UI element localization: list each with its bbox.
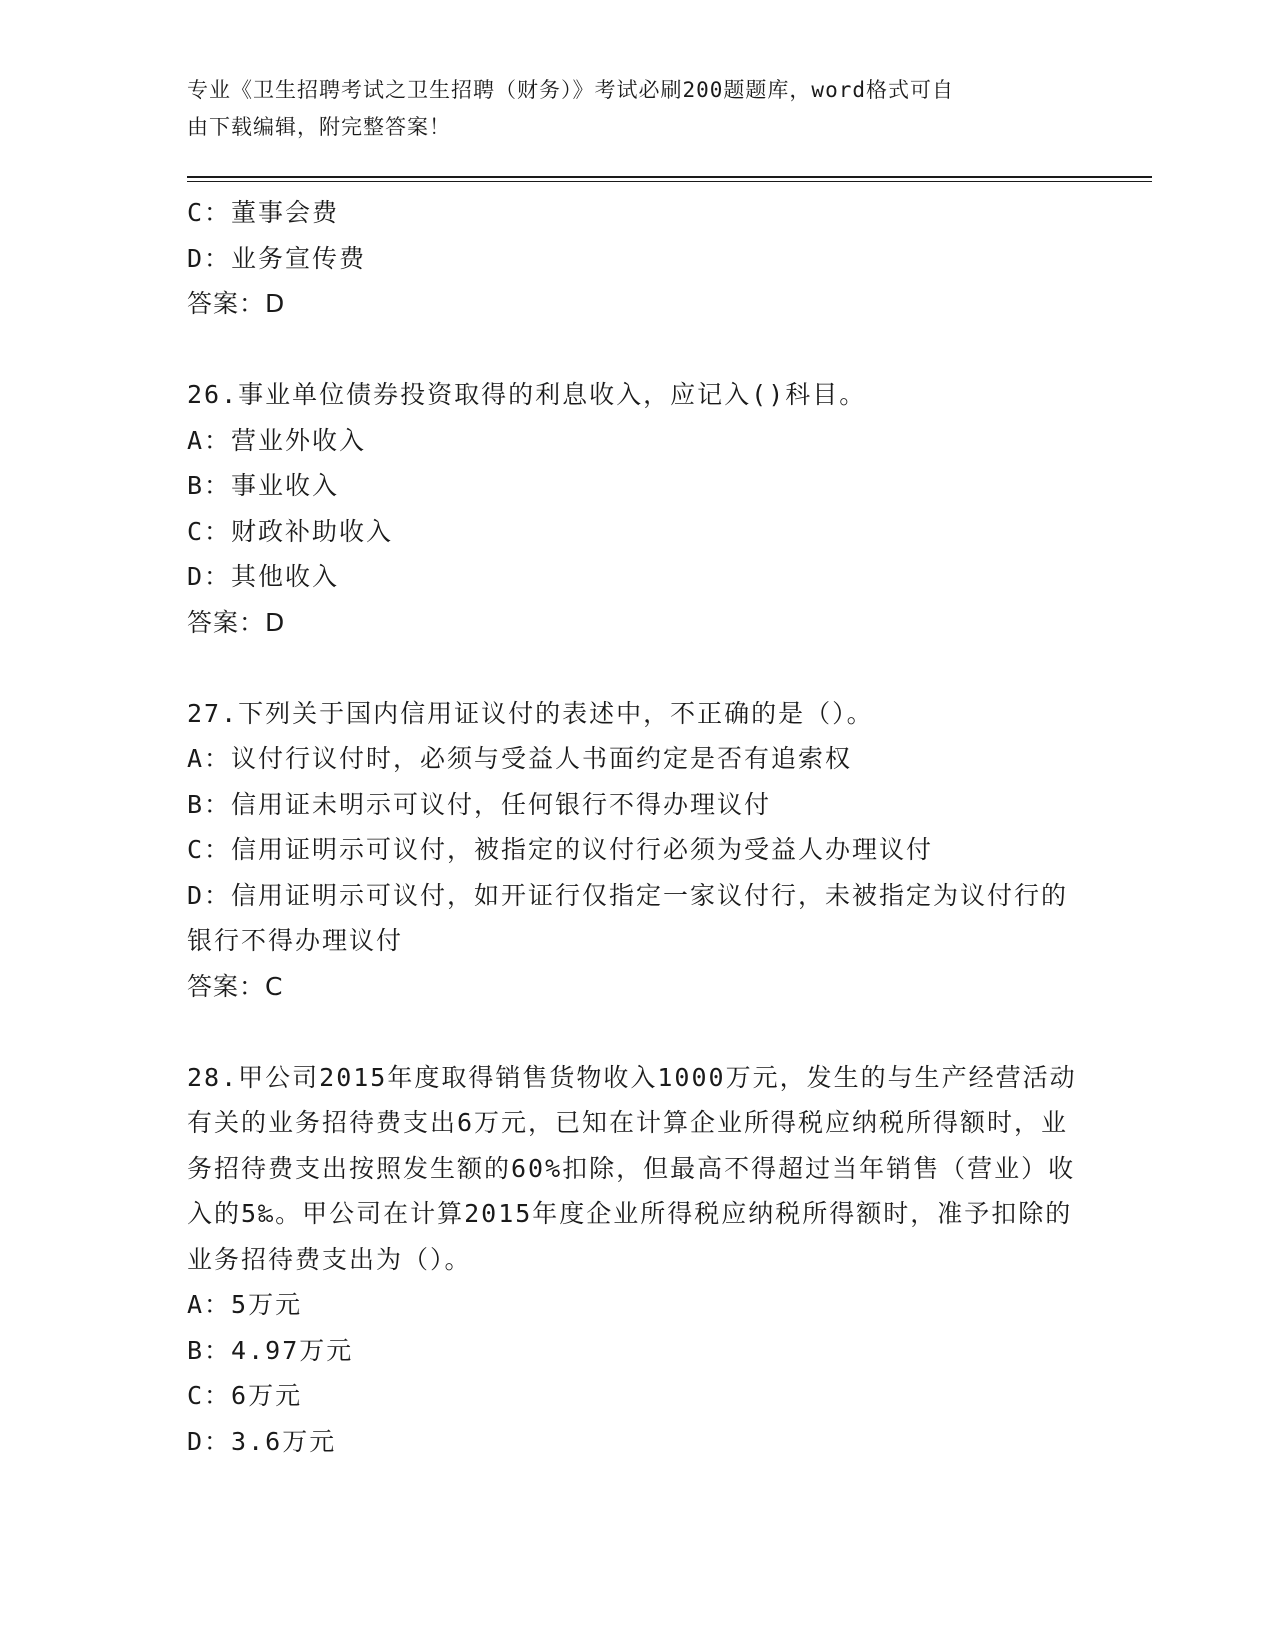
spacer bbox=[187, 645, 1087, 691]
question-28 bbox=[187, 1055, 1087, 1465]
option-b: B：信用证未明示可议付，任何银行不得办理议付 bbox=[187, 789, 772, 819]
question-stem: 27.下列关于国内信用证议付的表述中，不正确的是（）。 bbox=[187, 698, 874, 728]
question-stem: 26.事业单位债券投资取得的利息收入，应记入()科目。 bbox=[187, 380, 867, 409]
answer-line: 答案：C bbox=[187, 971, 284, 1001]
header-divider-thin bbox=[187, 181, 1152, 182]
option-c: C：财政补助收入 bbox=[187, 516, 394, 546]
question-fragment bbox=[187, 190, 1087, 327]
option-a: A：营业外收入 bbox=[187, 425, 367, 455]
answer-line: 答案：D bbox=[187, 289, 286, 318]
header-line-2: 由下载编辑，附完整答案！ bbox=[187, 115, 451, 139]
option-a: A：5万元 bbox=[187, 1290, 303, 1319]
question-stem: 28.甲公司2015年度取得销售货物收入1000万元，发生的与生产经营活动有关的业务招待费支出6万元，已知在计算企业所得税应纳税所得额时，业务招待费支出按照发生额的60%扣除，但最高不得超过当年销售（营业）收入的5‰。甲公司在计算2015年度企业所得税应纳税所得额时，准予扣除的业务招待费支出为（）。 bbox=[187, 1062, 1077, 1274]
option-list bbox=[187, 418, 1087, 600]
header-divider-thick bbox=[187, 176, 1152, 178]
option-d: D：其他收入 bbox=[187, 562, 340, 591]
option-d: D：业务宣传费 bbox=[187, 243, 367, 273]
option-d: D：3.6万元 bbox=[187, 1426, 337, 1456]
header-line-1: 专业《卫生招聘考试之卫生招聘（财务）》考试必刷200题题库，word格式可自 bbox=[187, 78, 954, 102]
option-list bbox=[187, 190, 1087, 281]
option-c: C：董事会费 bbox=[187, 198, 340, 227]
option-c: C：6万元 bbox=[187, 1381, 303, 1410]
answer-line: 答案：D bbox=[187, 607, 286, 637]
option-d: D：信用证明示可议付，如开证行仅指定一家议付行，未被指定为议付行的银行不得办理议付 bbox=[187, 880, 1069, 955]
option-list bbox=[187, 736, 1087, 964]
option-b: B：4.97万元 bbox=[187, 1335, 354, 1365]
spacer bbox=[187, 1009, 1087, 1055]
document-body bbox=[187, 190, 1087, 1464]
option-a: A：议付行议付时，必须与受益人书面约定是否有追索权 bbox=[187, 744, 853, 773]
option-c: C：信用证明示可议付，被指定的议付行必须为受益人办理议付 bbox=[187, 835, 934, 864]
question-27 bbox=[187, 691, 1087, 1010]
question-26 bbox=[187, 372, 1087, 645]
document-header bbox=[187, 72, 1067, 146]
option-b: B：事业收入 bbox=[187, 471, 340, 500]
spacer bbox=[187, 327, 1087, 373]
option-list bbox=[187, 1282, 1087, 1464]
